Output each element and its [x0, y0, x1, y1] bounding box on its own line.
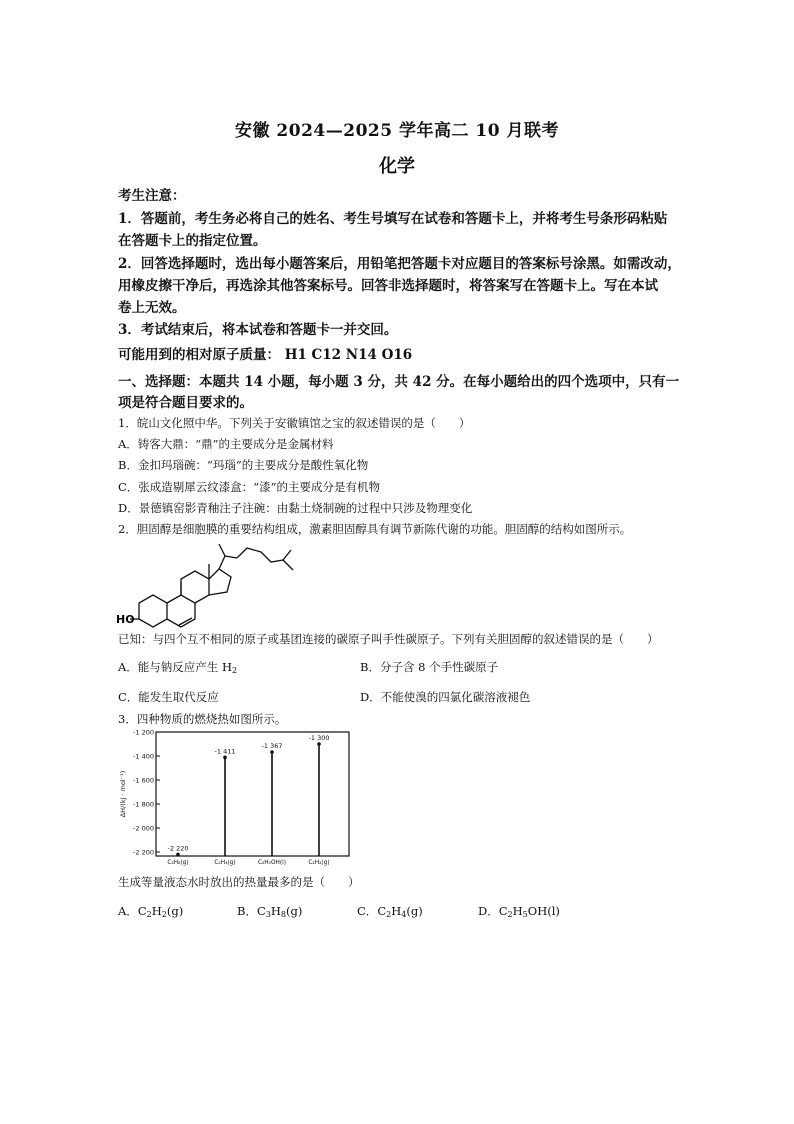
x-tick-label: C₂H₅OH(l) [257, 860, 287, 866]
plot-frame [156, 732, 349, 856]
option-letter: A． [118, 904, 138, 918]
notice-line: 1．答题前，考生务必将自己的姓名、考生号填写在试卷和答题卡上，并将考生号条形码粘贴 [118, 211, 668, 227]
formula-sub: 2 [146, 910, 152, 919]
formula-sub: 5 [522, 910, 528, 919]
formula-sub: 2 [161, 910, 167, 919]
section-heading: 项是符合题目要求的。 [118, 395, 253, 411]
ho-label: HO [116, 613, 135, 626]
exam-title: 安徽 2024—2025 学年高二 10 月联考 [235, 121, 559, 141]
q3-option-b [237, 903, 302, 919]
value-point [317, 742, 321, 746]
data-label: -2 220 [167, 844, 189, 853]
q2-option-a-sub: 2 [232, 666, 238, 675]
y-tick-label: -1 600 [133, 776, 154, 785]
formula-part: H [512, 904, 523, 918]
q2-option-c: C．能发生取代反应 [118, 690, 219, 704]
q2-stem: 2．胆固醇是细胞膜的重要结构组成，激素胆固醇具有调节新陈代谢的功能。胆固醇的结构如图所示。 [118, 522, 632, 536]
formula-sub: 3 [265, 910, 271, 919]
formula-state: (g) [285, 904, 303, 918]
notice-heading: 考生注意： [118, 188, 186, 204]
section-heading: 一、选择题：本题共 14 小题，每小题 3 分，共 42 分。在每小题给出的四个选项中，只有一 [118, 374, 680, 390]
y-tick-label: -1 400 [133, 752, 154, 761]
y-tick-label: -1 800 [133, 800, 154, 809]
q2-option-d: D．不能使溴的四氯化碳溶液褪色 [360, 690, 531, 704]
q2-option-a-formula: H [221, 660, 232, 674]
notice-line: 卷上无效。 [118, 300, 186, 316]
y-tick-label: -2 200 [133, 848, 154, 857]
y-tick-label: -2 000 [133, 824, 154, 833]
formula-part: C [137, 904, 147, 918]
formula-sub: 8 [280, 910, 286, 919]
option-letter: C． [357, 904, 378, 918]
formula-part: H [270, 904, 281, 918]
q3-question: 生成等量液态水时放出的热量最多的是（ ） [118, 875, 360, 889]
formula-sub: 2 [507, 910, 513, 919]
formula-sub: 2 [386, 910, 392, 919]
formula-part: C [256, 904, 266, 918]
q1-option-d: D．景德镇窑影青釉注子注碗：由黏土烧制碗的过程中只涉及物理变化 [118, 501, 473, 515]
formula-part: H [391, 904, 402, 918]
formula-state: (g) [166, 904, 184, 918]
q3-option-c [357, 903, 423, 919]
value-point [223, 756, 227, 760]
q1-option-c: C．张成造剔犀云纹漆盒：“漆”的主要成分是有机物 [118, 480, 381, 494]
q2-option-a [118, 659, 237, 675]
q2-option-a-text: A．能与钠反应产生 [118, 660, 219, 674]
x-tick-label: C₂H₄(g) [214, 860, 236, 866]
subject-title: 化学 [379, 156, 415, 177]
formula-part: H [151, 904, 162, 918]
q3-option-a [118, 903, 183, 919]
combustion-heat-chart [116, 728, 354, 868]
x-tick-label: C₃H₈(g) [167, 860, 189, 866]
notice-line: 3．考试结束后，将本试卷和答题卡一并交回。 [118, 322, 398, 338]
y-axis-label: ΔH/(kJ · mol⁻¹) [119, 770, 127, 818]
option-letter: D． [478, 904, 499, 918]
cholesterol-structure [115, 538, 315, 628]
q1-option-b: B．金扣玛瑙碗：“玛瑙”的主要成分是酸性氧化物 [118, 458, 369, 472]
q3-option-d [478, 903, 560, 919]
data-label: -1 300 [308, 734, 330, 742]
data-label: -1 367 [261, 742, 283, 751]
notice-line: 2．回答选择题时，选出每小题答案后，用铅笔把答题卡对应题目的答案标号涂黑。如需改动， [118, 256, 681, 272]
formula-part: OH [527, 904, 548, 918]
formula-state: (g) [406, 904, 423, 918]
notice-line: 在答题卡上的指定位置。 [118, 233, 267, 249]
q1-stem: 1．皖山文化照中华。下列关于安徽镇馆之宝的叙述错误的是（ ） [118, 416, 471, 430]
q3-stem: 3．四种物质的燃烧热如图所示。 [118, 712, 287, 726]
y-tick-label: -1 200 [133, 728, 154, 737]
formula-state: (l) [547, 904, 560, 918]
value-point [176, 853, 180, 857]
formula-sub: 4 [401, 910, 407, 919]
data-label: -1 411 [214, 747, 236, 756]
atomic-mass-line: 可能用到的相对原子质量： H1 C12 N14 O16 [118, 347, 413, 363]
q1-option-a: A．铸客大鼎：“鼎”的主要成分是金属材料 [118, 437, 334, 451]
formula-part: C [377, 904, 387, 918]
formula-part: C [498, 904, 508, 918]
q2-option-b: B．分子含 8 个手性碳原子 [360, 660, 499, 674]
option-letter: B． [237, 904, 257, 918]
x-tick-label: C₂H₂(g) [308, 860, 330, 866]
q2-known: 已知：与四个互不相同的原子或基团连接的碳原子叫手性碳原子。下列有关胆固醇的叙述错误的是（ ） [118, 632, 659, 646]
notice-line: 用橡皮擦干净后，再选涂其他答案标号。回答非选择题时，将答案写在答题卡上。写在本试 [118, 278, 658, 294]
value-point [270, 750, 274, 754]
